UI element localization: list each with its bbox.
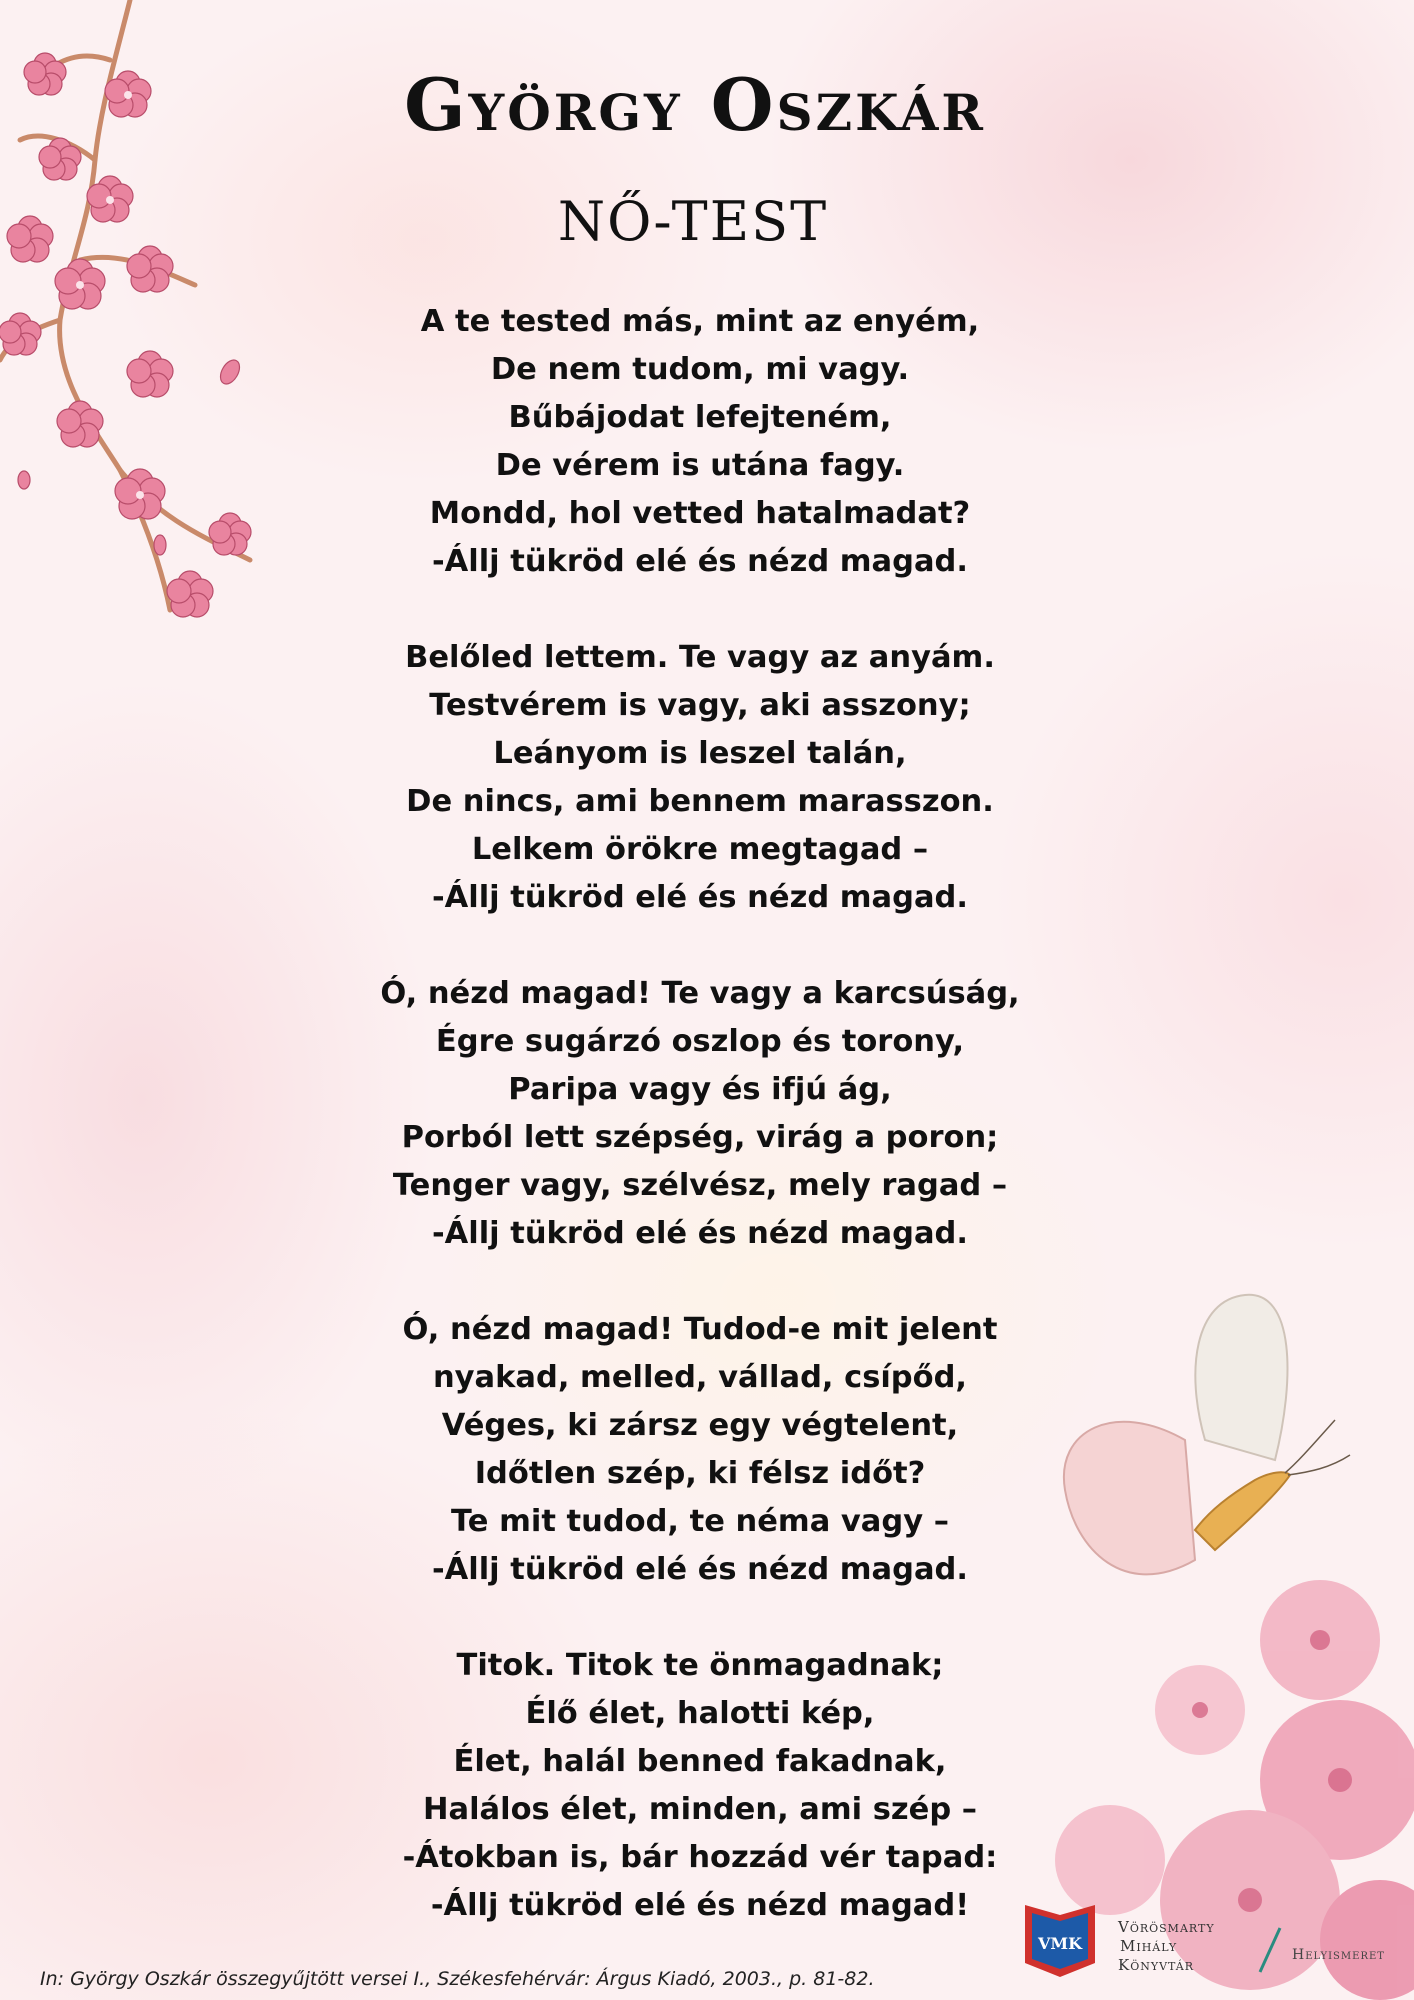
citation: In: György Oszkár összegyűjtött versei I., Székesfehérvár: Árgus Kiadó, 2003., p. 81-82. — [40, 1968, 875, 1990]
poem-line: -Állj tükröd elé és nézd magad. — [432, 544, 968, 579]
library-name — [1118, 1918, 1215, 1975]
stanza — [0, 1642, 1414, 1930]
helyismeret-label: Helyismeret — [1292, 1947, 1385, 1963]
poem-line: A te tested más, mint az enyém, — [420, 304, 980, 339]
book-logo-icon — [1020, 1905, 1100, 1985]
poem-line: Porból lett szépség, virág a poron; — [401, 1120, 999, 1155]
poem-line: Te mit tudod, te néma vagy – — [451, 1504, 949, 1539]
poem-line: -Átokban is, bár hozzád vér tapad: — [402, 1840, 998, 1875]
poem-line: Véges, ki zársz egy végtelent, — [441, 1408, 959, 1443]
poem-line: Paripa vagy és ifjú ág, — [508, 1072, 892, 1107]
divider-slash — [1255, 1925, 1285, 1975]
library-name-line: Vörösmarty — [1118, 1918, 1215, 1936]
poem-title: NŐ-TEST — [557, 190, 829, 253]
poem-line: Ó, nézd magad! Tudod-e mit jelent — [402, 1312, 998, 1347]
poem-line: Időtlen szép, ki félsz időt? — [474, 1456, 926, 1491]
poem-line: -Állj tükröd elé és nézd magad. — [432, 880, 968, 915]
poem-line: Bűbájodat lefejteném, — [508, 400, 892, 435]
poem-line: Testvérem is vagy, aki asszony; — [429, 688, 971, 723]
poem-line: Égre sugárzó oszlop és torony, — [435, 1024, 965, 1059]
poem-line: Titok. Titok te önmagadnak; — [456, 1648, 944, 1683]
library-name-line: Könyvtár — [1118, 1956, 1195, 1974]
poem-line: De nincs, ami bennem marasszon. — [406, 784, 994, 819]
library-name-line: Mihály — [1120, 1937, 1178, 1955]
poem-line: -Állj tükröd elé és nézd magad! — [430, 1888, 970, 1923]
poem-line: De nem tudom, mi vagy. — [490, 352, 910, 387]
poem-line: Élet, halál benned fakadnak, — [453, 1744, 947, 1779]
poem-line: Halálos élet, minden, ami szép – — [422, 1792, 978, 1827]
stanza — [0, 298, 1414, 586]
poem-line: Mondd, hol vetted hatalmadat? — [429, 496, 971, 531]
stanza — [0, 1306, 1414, 1594]
logo-initials: VMK — [1037, 1934, 1083, 1953]
poem-line: nyakad, melled, vállad, csípőd, — [432, 1360, 968, 1395]
poem-body — [0, 298, 1414, 1978]
poem-line: -Állj tükröd elé és nézd magad. — [432, 1216, 968, 1251]
poem-line: De vérem is utána fagy. — [495, 448, 905, 483]
stanza — [0, 970, 1414, 1258]
poem-line: Ó, nézd magad! Te vagy a karcsúság, — [380, 976, 1020, 1011]
poem-line: Lelkem örökre megtagad – — [471, 832, 929, 867]
poem-line: Tenger vagy, szélvész, mely ragad – — [392, 1168, 1008, 1203]
poem-line: Leányom is leszel talán, — [493, 736, 907, 771]
stanza — [0, 634, 1414, 922]
author-title: György Oszkár — [404, 62, 986, 147]
poem-line: Belőled lettem. Te vagy az anyám. — [405, 640, 995, 675]
poem-line: -Állj tükröd elé és nézd magad. — [432, 1552, 968, 1587]
poem-line: Élő élet, halotti kép, — [525, 1696, 875, 1731]
